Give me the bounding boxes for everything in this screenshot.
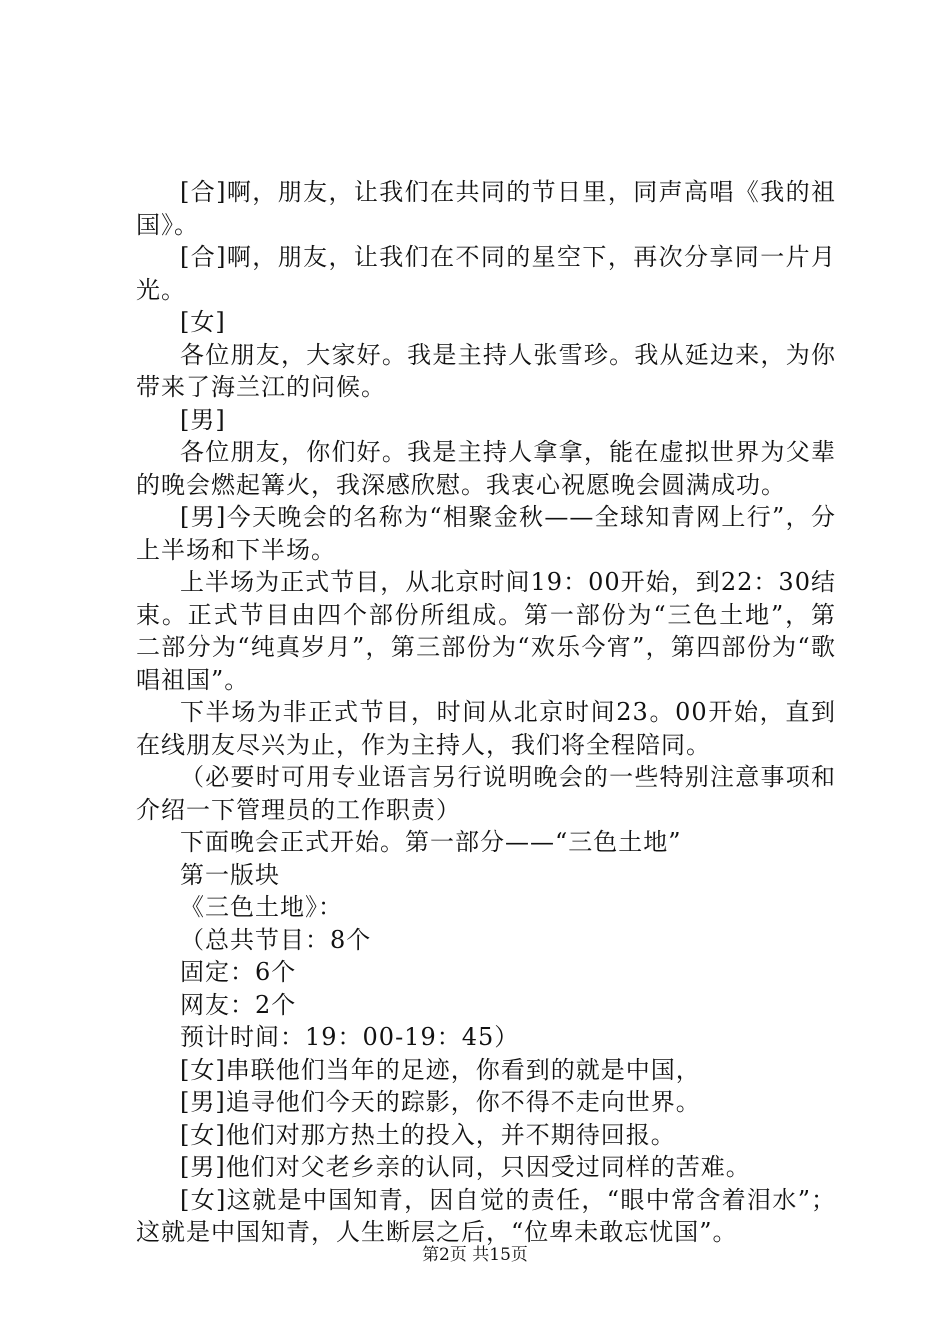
paragraph: 各位朋友，你们好。我是主持人拿拿，能在虚拟世界为父辈的晚会燃起篝火，我深感欣慰。我衷心祝愿晚会圆满成功。: [136, 438, 836, 499]
paragraph: [女]这就是中国知青，因自觉的责任，“眼中常含着泪水”；这就是中国知青，人生断层之后，“位卑未敢忘忧国”。: [136, 1185, 836, 1246]
paragraph: [女]: [180, 308, 226, 336]
paragraph: （必要时可用专业语言另行说明晚会的一些特别注意事项和介绍一下管理员的工作职责）: [136, 763, 836, 824]
paragraph: 预计时间：19：00-19：45）: [180, 1023, 520, 1051]
paragraph: 上半场为正式节目，从北京时间19：00开始，到22：30结束。正式节目由四个部份所组成。第一部份为“三色土地”，第二部分为“纯真岁月”，第三部份为“欢乐今宵”，第四部份为“歌唱祖国”。: [136, 568, 836, 694]
paragraph: 《三色土地》：: [180, 893, 343, 921]
document-body: [136, 176, 836, 1249]
paragraph: 固定：6个: [180, 958, 297, 986]
paragraph: [男]他们对父老乡亲的认同，只因受过同样的苦难。: [180, 1153, 751, 1181]
paragraph: [男]追寻他们今天的踪影，你不得不走向世界。: [180, 1088, 701, 1116]
paragraph: [女]串联他们当年的足迹，你看到的就是中国，: [180, 1055, 701, 1084]
paragraph: （总共节目：8个: [180, 925, 372, 954]
paragraph: [合]啊，朋友，让我们在不同的星空下，再次分享同一片月光。: [136, 243, 836, 304]
paragraph: 网友：2个: [180, 990, 297, 1019]
paragraph: [男]: [180, 405, 226, 434]
paragraph: 下面晚会正式开始。第一部分——“三色土地”: [180, 828, 682, 856]
paragraph: [合]啊，朋友，让我们在共同的节日里，同声高唱《我的祖国》。: [136, 178, 836, 239]
paragraph: [男]今天晚会的名称为“相聚金秋——全球知青网上行”，分上半场和下半场。: [136, 503, 836, 564]
paragraph: 各位朋友，大家好。我是主持人张雪珍。我从延边来，为你带来了海兰江的问候。: [136, 340, 836, 401]
paragraph: 第一版块: [180, 860, 280, 889]
paragraph: 下半场为非正式节目，时间从北京时间23。00开始，直到在线朋友尽兴为止，作为主持人，我们将全程陪同。: [136, 698, 836, 759]
page-footer: 第2页 共15页: [422, 1245, 528, 1265]
paragraph: [女]他们对那方热土的投入，并不期待回报。: [180, 1120, 676, 1149]
